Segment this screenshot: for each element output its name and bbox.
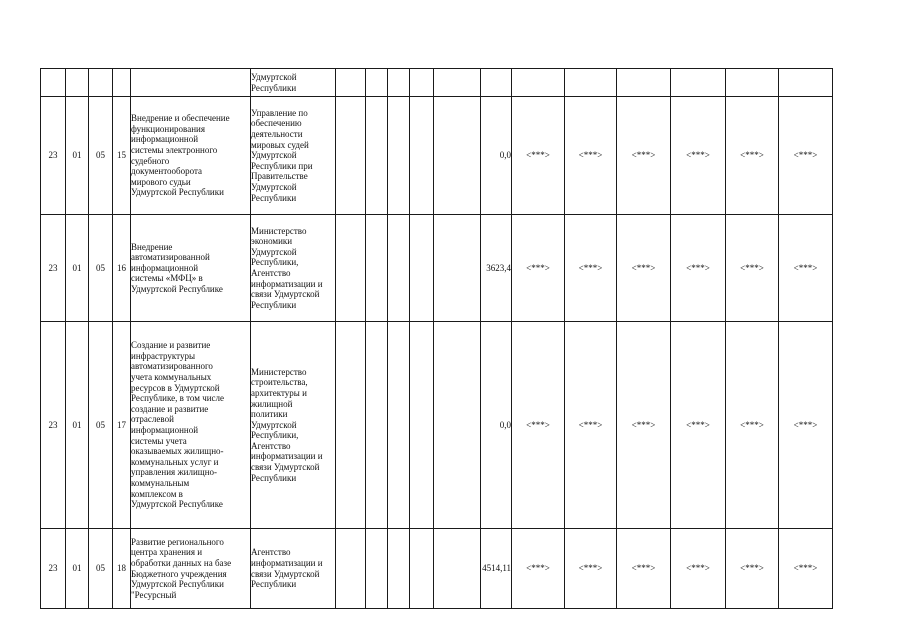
forecast-mark-cell: <***>: [617, 97, 671, 215]
org-line: Удмуртской: [251, 181, 297, 192]
forecast-mark-cell: <***>: [617, 322, 671, 529]
description-line: Удмуртской Республики: [131, 579, 224, 590]
description-line: системы учета: [131, 435, 187, 446]
empty-cell: [410, 69, 434, 97]
measure-description-cell: [131, 322, 251, 529]
empty-cell: [336, 322, 366, 529]
description-line: комплексом в: [131, 488, 183, 499]
empty-cell: [434, 215, 481, 322]
forecast-mark-cell: <***>: [726, 97, 779, 215]
table-row: [41, 97, 885, 215]
org-line: Агентство: [251, 547, 291, 558]
description-line: Внедрение: [131, 241, 173, 252]
org-line: связи Удмуртской: [251, 568, 320, 579]
forecast-mark-cell: <***>: [779, 529, 833, 609]
row-number-cell: [113, 69, 131, 97]
row-number-cell: 15: [113, 97, 131, 215]
code-cell: 05: [89, 529, 113, 609]
org-line: информатизации и: [251, 557, 323, 568]
forecast-mark-cell: <***>: [512, 529, 565, 609]
forecast-mark-cell: <***>: [726, 529, 779, 609]
description-line: судебного: [131, 155, 170, 166]
description-line: отраслевой: [131, 414, 174, 425]
forecast-mark-cell: <***>: [671, 97, 726, 215]
forecast-mark-cell: [512, 69, 565, 97]
forecast-mark-cell: <***>: [779, 97, 833, 215]
code-cell: [66, 69, 89, 97]
empty-cell: [366, 97, 388, 215]
org-line: Правительстве: [251, 171, 308, 182]
table-row: [41, 529, 885, 609]
empty-cell: [336, 215, 366, 322]
amount-cell: 4514,11: [481, 529, 512, 609]
row-number-cell: 17: [113, 322, 131, 529]
empty-cell: [336, 97, 366, 215]
org-line: связи Удмуртской: [251, 289, 320, 300]
description-line: Создание и развитие: [131, 340, 211, 351]
description-line: создание и развитие: [131, 403, 209, 414]
forecast-mark-cell: <***>: [726, 322, 779, 529]
description-line: центра хранения и: [131, 547, 203, 558]
description-line: ресурсов в Удмуртской: [131, 382, 220, 393]
forecast-mark-cell: <***>: [565, 215, 617, 322]
description-line: мирового судьи: [131, 176, 191, 187]
description-line: коммунальных услуг и: [131, 456, 219, 467]
description-line: информационной: [131, 134, 199, 145]
empty-cell: [388, 97, 410, 215]
org-line: экономики: [251, 236, 293, 247]
description-line: Удмуртской Республики: [131, 187, 224, 198]
org-line: мировых судей: [251, 139, 309, 150]
org-line: Республики,: [251, 257, 299, 268]
org-line: деятельности: [251, 129, 303, 140]
code-cell: 23: [41, 97, 66, 215]
forecast-mark-cell: <***>: [512, 322, 565, 529]
org-line: Республики: [251, 472, 297, 483]
org-line: Удмуртской: [251, 150, 297, 161]
forecast-mark-cell: <***>: [726, 215, 779, 322]
code-cell: 05: [89, 322, 113, 529]
org-line: политики: [251, 409, 288, 420]
description-line: Удмуртской Республике: [131, 499, 223, 510]
description-line: информационной: [131, 262, 199, 273]
org-line: обеспечению: [251, 118, 302, 129]
description-line: Удмуртской Республике: [131, 283, 223, 294]
measure-description-cell: [131, 69, 251, 97]
measure-description-cell: [131, 97, 251, 215]
forecast-mark-cell: [617, 69, 671, 97]
description-line: документооборота: [131, 166, 203, 177]
description-line: автоматизированного: [131, 361, 213, 372]
org-line: Министерство: [251, 366, 307, 377]
description-line: системы «МФЦ» в: [131, 273, 203, 284]
amount-cell: 3623,4: [481, 215, 512, 322]
description-line: Развитие регионального: [131, 536, 224, 547]
forecast-mark-cell: <***>: [779, 215, 833, 322]
responsible-org-cell: [251, 529, 336, 609]
description-line: коммунальным: [131, 477, 190, 488]
org-line: Республики при: [251, 160, 313, 171]
empty-cell: [366, 215, 388, 322]
measure-description-cell: [131, 215, 251, 322]
org-line: Республики: [251, 82, 297, 93]
amount-cell: 0,0: [481, 322, 512, 529]
org-line: Республики: [251, 579, 297, 590]
forecast-mark-cell: <***>: [512, 215, 565, 322]
description-line: "Ресурсный: [131, 589, 177, 600]
empty-cell: [434, 322, 481, 529]
empty-cell: [336, 69, 366, 97]
forecast-mark-cell: <***>: [512, 97, 565, 215]
org-line: информатизации и: [251, 278, 323, 289]
org-line: Агентство: [251, 268, 291, 278]
org-line: Управление по: [251, 107, 308, 118]
empty-cell: [410, 529, 434, 609]
code-cell: 23: [41, 215, 66, 322]
org-line: Удмуртской: [251, 419, 297, 430]
description-line: Внедрение и обеспечение: [131, 113, 230, 124]
table-row: [41, 215, 885, 322]
table-row: [41, 69, 885, 97]
forecast-mark-cell: [726, 69, 779, 97]
measure-description-cell: [131, 529, 251, 609]
code-cell: 01: [66, 322, 89, 529]
empty-cell: [366, 529, 388, 609]
empty-cell: [366, 69, 388, 97]
forecast-mark-cell: <***>: [671, 215, 726, 322]
forecast-mark-cell: <***>: [779, 322, 833, 529]
empty-cell: [410, 97, 434, 215]
description-line: информационной: [131, 425, 199, 435]
code-cell: 01: [66, 529, 89, 609]
code-cell: 01: [66, 97, 89, 215]
description-line: оказываемых жилищно-: [131, 446, 224, 457]
budget-table: [40, 68, 885, 609]
responsible-org-cell: [251, 97, 336, 215]
code-cell: 23: [41, 322, 66, 529]
description-line: Бюджетного учреждения: [131, 568, 227, 579]
description-line: учета коммунальных: [131, 372, 212, 383]
empty-cell: [434, 69, 481, 97]
org-line: Удмуртской: [251, 246, 297, 257]
forecast-mark-cell: [671, 69, 726, 97]
description-line: инфраструктуры: [131, 350, 195, 361]
responsible-org-cell: [251, 215, 336, 322]
description-line: управления жилищно-: [131, 467, 218, 478]
org-line: связи Удмуртской: [251, 462, 320, 473]
empty-cell: [388, 69, 410, 97]
row-number-cell: 18: [113, 529, 131, 609]
code-cell: [41, 69, 66, 97]
table-body: [41, 69, 885, 609]
description-line: обработки данных на базе: [131, 557, 232, 568]
empty-cell: [366, 322, 388, 529]
org-line: жилищной: [251, 398, 293, 409]
org-line: Удмуртской: [251, 71, 297, 82]
org-line: Агентство: [251, 440, 291, 451]
empty-cell: [388, 322, 410, 529]
table-row: [41, 322, 885, 529]
description-line: Республике, в том числе: [131, 393, 225, 404]
forecast-mark-cell: [565, 69, 617, 97]
description-line: системы электронного: [131, 144, 218, 155]
org-line: Министерство: [251, 225, 307, 236]
empty-cell: [434, 529, 481, 609]
code-cell: 05: [89, 97, 113, 215]
empty-cell: [434, 97, 481, 215]
responsible-org-cell: [251, 322, 336, 529]
org-line: Республики: [251, 192, 297, 203]
org-line: информатизации и: [251, 451, 323, 462]
forecast-mark-cell: <***>: [565, 97, 617, 215]
forecast-mark-cell: <***>: [617, 215, 671, 322]
forecast-mark-cell: [779, 69, 833, 97]
code-cell: 01: [66, 215, 89, 322]
description-line: автоматизированной: [131, 252, 210, 263]
description-line: функционирования: [131, 123, 205, 134]
code-cell: 05: [89, 215, 113, 322]
empty-cell: [410, 322, 434, 529]
forecast-mark-cell: <***>: [617, 529, 671, 609]
forecast-mark-cell: <***>: [671, 529, 726, 609]
row-number-cell: 16: [113, 215, 131, 322]
forecast-mark-cell: <***>: [565, 322, 617, 529]
code-cell: 23: [41, 529, 66, 609]
org-line: архитектуры и: [251, 387, 307, 398]
code-cell: [89, 69, 113, 97]
empty-cell: [336, 529, 366, 609]
forecast-mark-cell: <***>: [565, 529, 617, 609]
org-line: строительства,: [251, 377, 308, 388]
empty-cell: [410, 215, 434, 322]
responsible-org-cell: [251, 69, 336, 97]
org-line: Республики: [251, 299, 297, 310]
amount-cell: [481, 69, 512, 97]
org-line: Республики,: [251, 430, 299, 441]
empty-cell: [388, 215, 410, 322]
forecast-mark-cell: <***>: [671, 322, 726, 529]
empty-cell: [388, 529, 410, 609]
amount-cell: 0,0: [481, 97, 512, 215]
